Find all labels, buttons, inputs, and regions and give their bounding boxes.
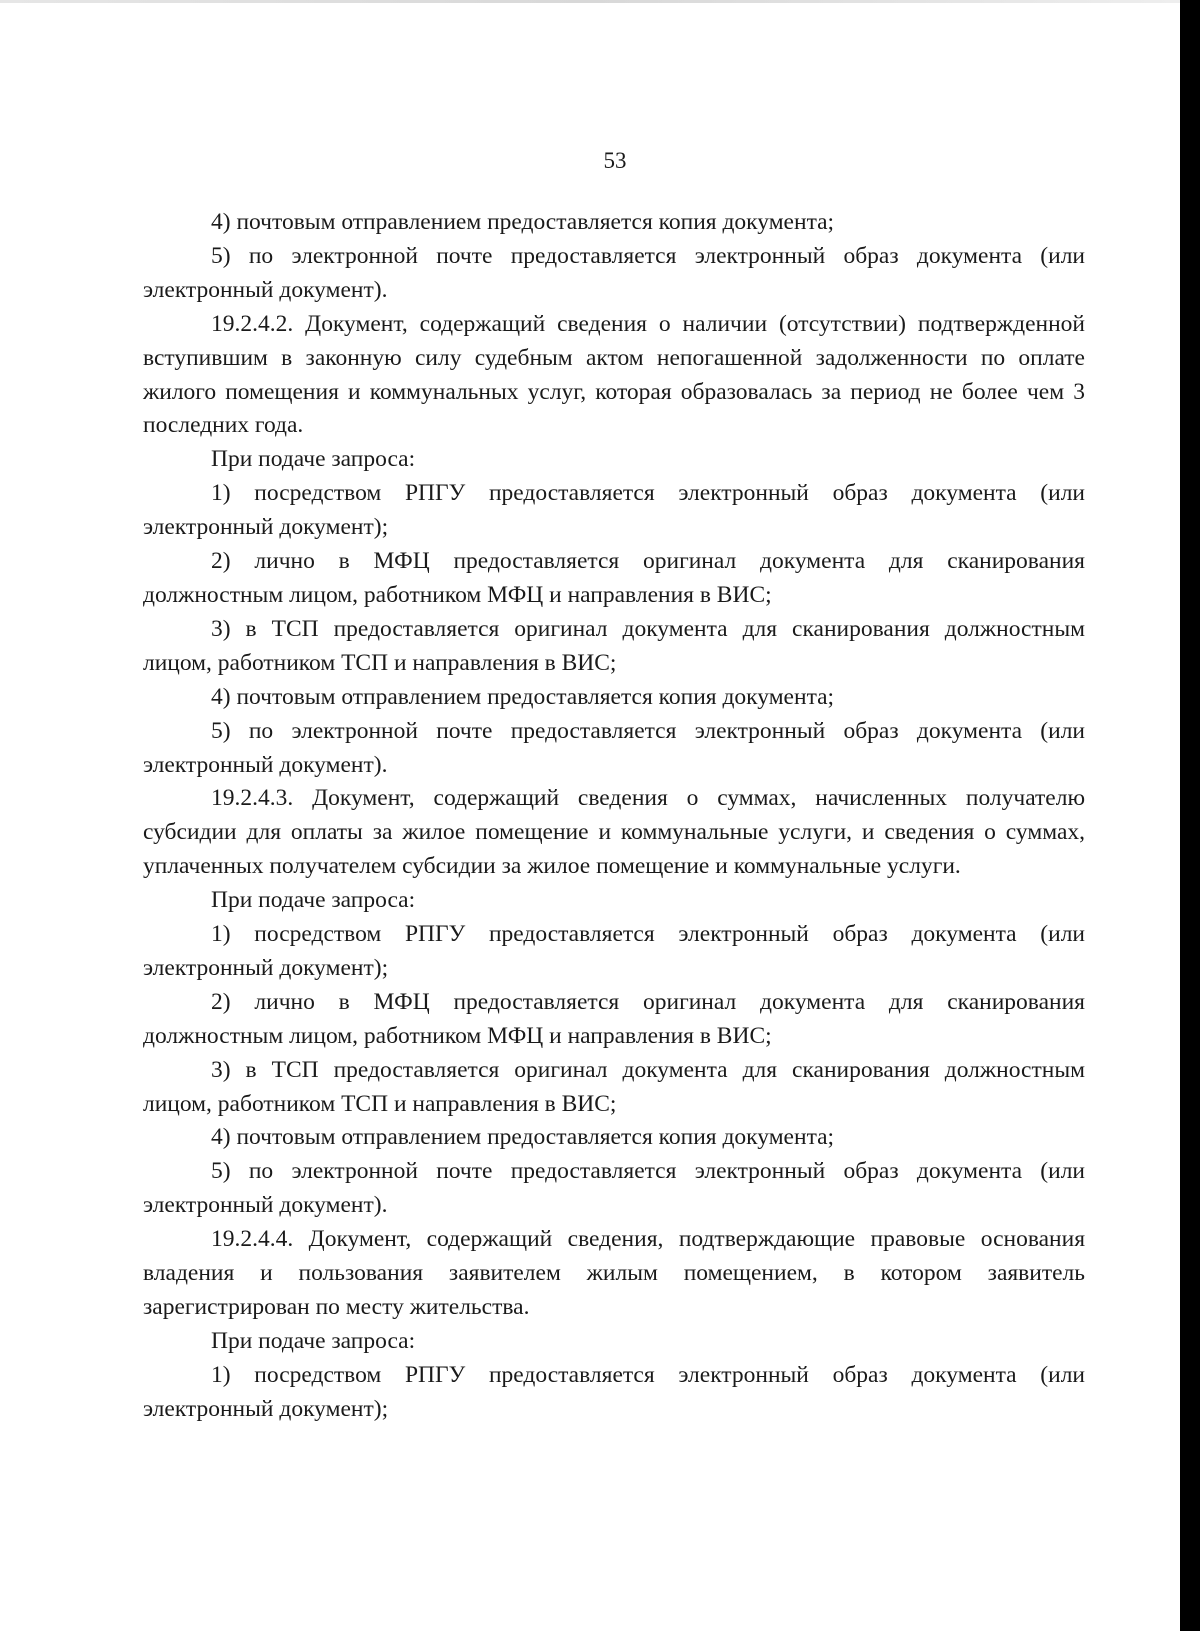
paragraph-section-19-2-4-2: 19.2.4.2. Документ, содержащий сведения о наличии (отсутствии) подтвержденной вступившим в законную силу судебным актом непогашенной задолженности по оплате жилого помещения и коммунальных услуг, которая образовалась за период не более чем 3 последних года. <box>143 310 1085 439</box>
paragraph-item-3-tsp: 3) в ТСП предоставляется оригинал документа для сканирования должностным лицом, работником ТСП и направления в ВИС; <box>143 1056 1085 1117</box>
paragraph-item-5-email: 5) по электронной почте предоставляется электронный образ документа (или электронный документ). <box>143 1158 1085 1219</box>
paragraph-item-1-rpgu: 1) посредством РПГУ предоставляется электронный образ документа (или электронный документ); <box>143 921 1085 981</box>
paragraph-item-4-mail: 4) почтовым отправлением предоставляется копия документа; <box>211 209 835 235</box>
scan-top-edge <box>0 0 1180 3</box>
scan-right-edge <box>1180 0 1200 1631</box>
paragraph-item-1-rpgu: 1) посредством РПГУ предоставляется электронный образ документа (или электронный документ); <box>143 1361 1085 1422</box>
page-number: 53 <box>603 148 627 173</box>
paragraph-item-5-email: 5) по электронной почте предоставляется электронный образ документа (или электронный документ). <box>143 717 1085 778</box>
paragraph-item-1-rpgu: 1) посредством РПГУ предоставляется электронный образ документа (или электронный документ); <box>143 480 1085 541</box>
paragraph-item-2-mfc: 2) лично в МФЦ предоставляется оригинал документа для сканирования должностным лицом, работником МФЦ и направления в ВИС; <box>143 548 1085 608</box>
paragraph-request-intro: При подаче запроса: <box>211 446 416 473</box>
paragraph-item-4-mail: 4) почтовым отправлением предоставляется копия документа; <box>211 683 835 710</box>
paragraph-request-intro: При подаче запроса: <box>211 887 416 914</box>
paragraph-item-2-mfc: 2) лично в МФЦ предоставляется оригинал документа для сканирования должностным лицом, работником МФЦ и направления в ВИС; <box>143 988 1085 1049</box>
paragraph-section-19-2-4-3: 19.2.4.3. Документ, содержащий сведения о суммах, начисленных получателю субсидии для оплаты за жилое помещение и коммунальные услуги, и сведения о суммах, уплаченных получателем субсидии за жилое помещение и коммунальные услуги. <box>143 785 1085 880</box>
paragraph-request-intro: При подаче запроса: <box>211 1327 416 1354</box>
paragraph-item-3-tsp: 3) в ТСП предоставляется оригинал документа для сканирования должностным лицом, работником ТСП и направления в ВИС; <box>143 615 1085 676</box>
paragraph-section-19-2-4-4: 19.2.4.4. Документ, содержащий сведения, подтверждающие правовые основания владения и пользования заявителем жилым помещением, в котором заявитель зарегистрирован по месту жительства. <box>143 1226 1085 1320</box>
paragraph-item-5-email: 5) по электронной почте предоставляется электронный образ документа (или электронный документ). <box>143 242 1085 303</box>
paragraph-item-4-mail: 4) почтовым отправлением предоставляется копия документа; <box>211 1124 835 1151</box>
document-body <box>143 206 1085 1427</box>
